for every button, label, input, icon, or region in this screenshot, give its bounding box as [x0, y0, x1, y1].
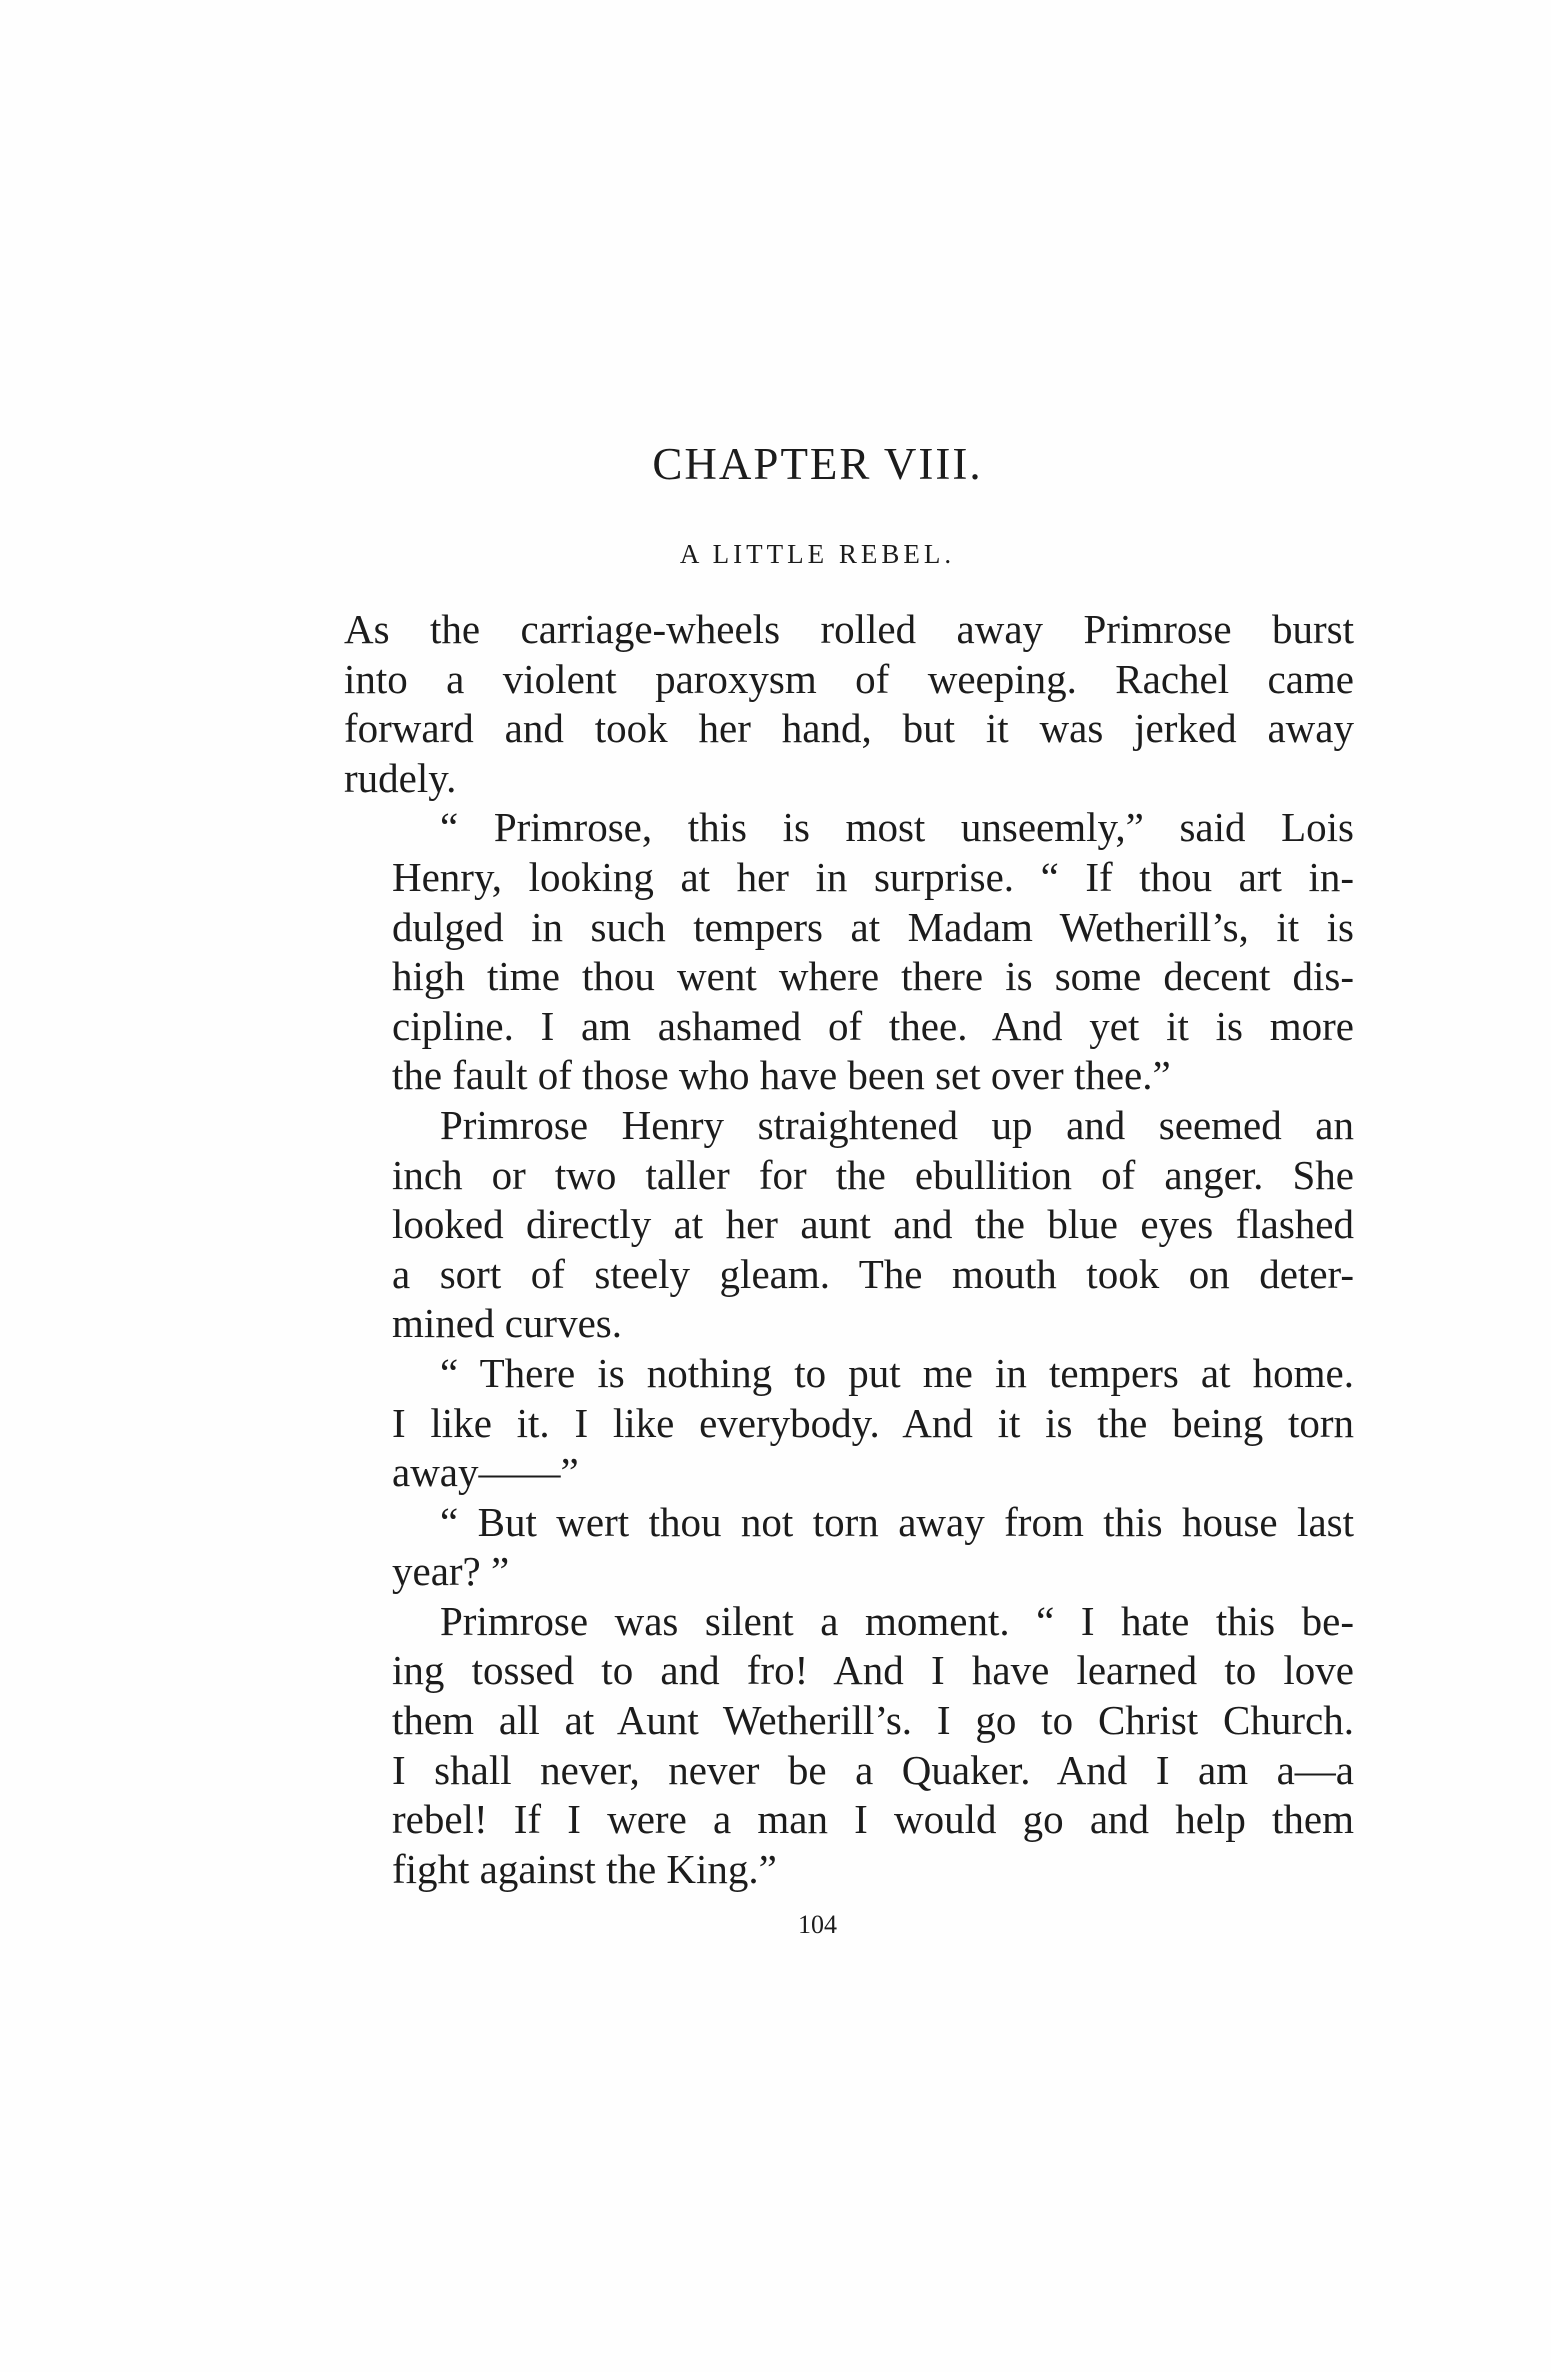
paragraph: [344, 1498, 1354, 1597]
text-line: them all at Aunt Wetherill’s. I go to Christ Church.: [392, 1697, 1354, 1744]
text-line: year? ”: [392, 1548, 510, 1595]
text-line: away——”: [392, 1449, 579, 1496]
text-line: As the carriage-wheels rolled away Primrose burst: [344, 606, 1354, 652]
paragraph: [344, 1349, 1354, 1498]
text-line: looked directly at her aunt and the blue eyes flashed: [392, 1201, 1354, 1248]
text-line: a sort of steely gleam. The mouth took on deter-: [392, 1250, 1354, 1297]
text-line: fight against the King.”: [392, 1845, 777, 1892]
text-line: high time thou went where there is some decent dis-: [392, 953, 1354, 1000]
text-line: I like it. I like everybody. And it is the being torn: [392, 1399, 1354, 1446]
paragraph: [344, 803, 1354, 1101]
text-line: into a violent paroxysm of weeping. Rachel came: [344, 655, 1354, 702]
text-line: rebel! If I were a man I would go and help them: [392, 1796, 1354, 1843]
text-line: dulged in such tempers at Madam Wetherill’s, it is: [392, 903, 1354, 950]
text-line: “ There is nothing to put me in tempers at home.: [440, 1349, 1354, 1396]
text-line: Primrose Henry straightened up and seemed an: [440, 1101, 1354, 1148]
text-line: ing tossed to and fro! And I have learned to love: [392, 1647, 1354, 1694]
text-line: I shall never, never be a Quaker. And I am a—a: [392, 1746, 1354, 1793]
text-line: “ But wert thou not torn away from this house last: [440, 1498, 1354, 1545]
text-line: Primrose was silent a moment. “ I hate this be-: [440, 1597, 1354, 1644]
text-line: Henry, looking at her in surprise. “ If thou art in-: [392, 853, 1354, 900]
page-number: 104: [798, 1910, 837, 1939]
text-line: cipline. I am ashamed of thee. And yet it is more: [392, 1002, 1354, 1049]
paragraph: [344, 605, 1354, 803]
text-line: forward and took her hand, but it was jerked away: [344, 705, 1354, 752]
paragraph: [344, 1101, 1354, 1349]
text-line: inch or two taller for the ebullition of anger. She: [392, 1151, 1354, 1198]
chapter-subtitle: A LITTLE REBEL.: [679, 539, 956, 569]
text-line: “ Primrose, this is most unseemly,” said Lois: [440, 804, 1354, 851]
text-line: the fault of those who have been set over thee.”: [392, 1052, 1171, 1099]
text-line: mined curves.: [392, 1300, 622, 1347]
body-text: [344, 605, 1354, 1894]
text-line: rudely.: [344, 754, 457, 801]
chapter-title: CHAPTER VIII.: [652, 439, 983, 489]
paragraph: [344, 1597, 1354, 1895]
